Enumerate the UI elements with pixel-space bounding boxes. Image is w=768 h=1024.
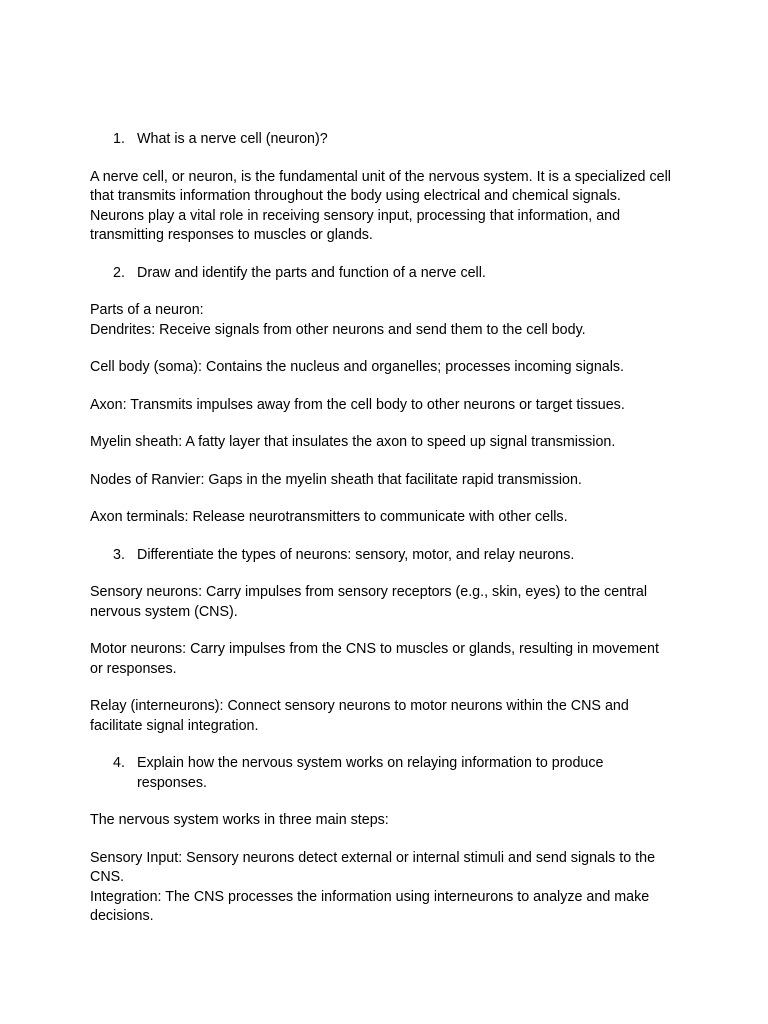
axon-paragraph: Axon: Transmits impulses away from the cell body to other neurons or target tissues.	[90, 396, 625, 413]
dendrites-paragraph: Dendrites: Receive signals from other neurons and send them to the cell body.	[90, 321, 586, 338]
question-1	[90, 130, 672, 150]
sensory-neurons-paragraph: Sensory neurons: Carry impulses from sensory receptors (e.g., skin, eyes) to the central nervous system (CNS).	[90, 584, 648, 620]
question-text: Differentiate the types of neurons: sensory, motor, and relay neurons.	[137, 546, 575, 563]
sensory-input-paragraph: Sensory Input: Sensory neurons detect external or internal stimuli and send signals to the CNS.	[90, 849, 656, 885]
terminals-paragraph: Axon terminals: Release neurotransmitters to communicate with other cells.	[90, 509, 568, 525]
question-text: What is a nerve cell (neuron)?	[137, 131, 328, 147]
neuron-definition-paragraph: A nerve cell, or neuron, is the fundamental unit of the nervous system. It is a specialized cell that transmits information throughout the body using electrical and chemical signals. Neurons play a vital role in receiving sensory input, processing that information, and transmitting responses to muscles or glands.	[90, 168, 671, 243]
cell-body-paragraph: Cell body (soma): Contains the nucleus and organelles; processes incoming signals.	[90, 359, 625, 375]
question-number: 4.	[113, 755, 125, 771]
integration-paragraph: Integration: The CNS processes the information using interneurons to analyze and make decisions.	[90, 888, 650, 924]
question-text: Explain how the nervous system works on relaying information to produce responses.	[137, 755, 604, 791]
question-4	[90, 754, 672, 793]
relay-neurons-paragraph: Relay (interneurons): Connect sensory neurons to motor neurons within the CNS and facilitate signal integration.	[90, 698, 629, 734]
question-number: 2.	[113, 264, 125, 281]
motor-neurons-paragraph: Motor neurons: Carry impulses from the CNS to muscles or glands, resulting in movement or responses.	[90, 641, 659, 677]
question-2	[90, 264, 672, 284]
myelin-paragraph: Myelin sheath: A fatty layer that insulates the axon to speed up signal transmission.	[90, 434, 616, 450]
parts-heading: Parts of a neuron:	[90, 302, 204, 318]
steps-intro-paragraph: The nervous system works in three main steps:	[90, 812, 389, 828]
nodes-paragraph: Nodes of Ranvier: Gaps in the myelin sheath that facilitate rapid transmission.	[90, 471, 582, 488]
question-number: 3.	[113, 546, 125, 563]
question-text: Draw and identify the parts and function of a nerve cell.	[137, 264, 486, 281]
question-3	[90, 546, 672, 566]
question-number: 1.	[113, 131, 125, 147]
